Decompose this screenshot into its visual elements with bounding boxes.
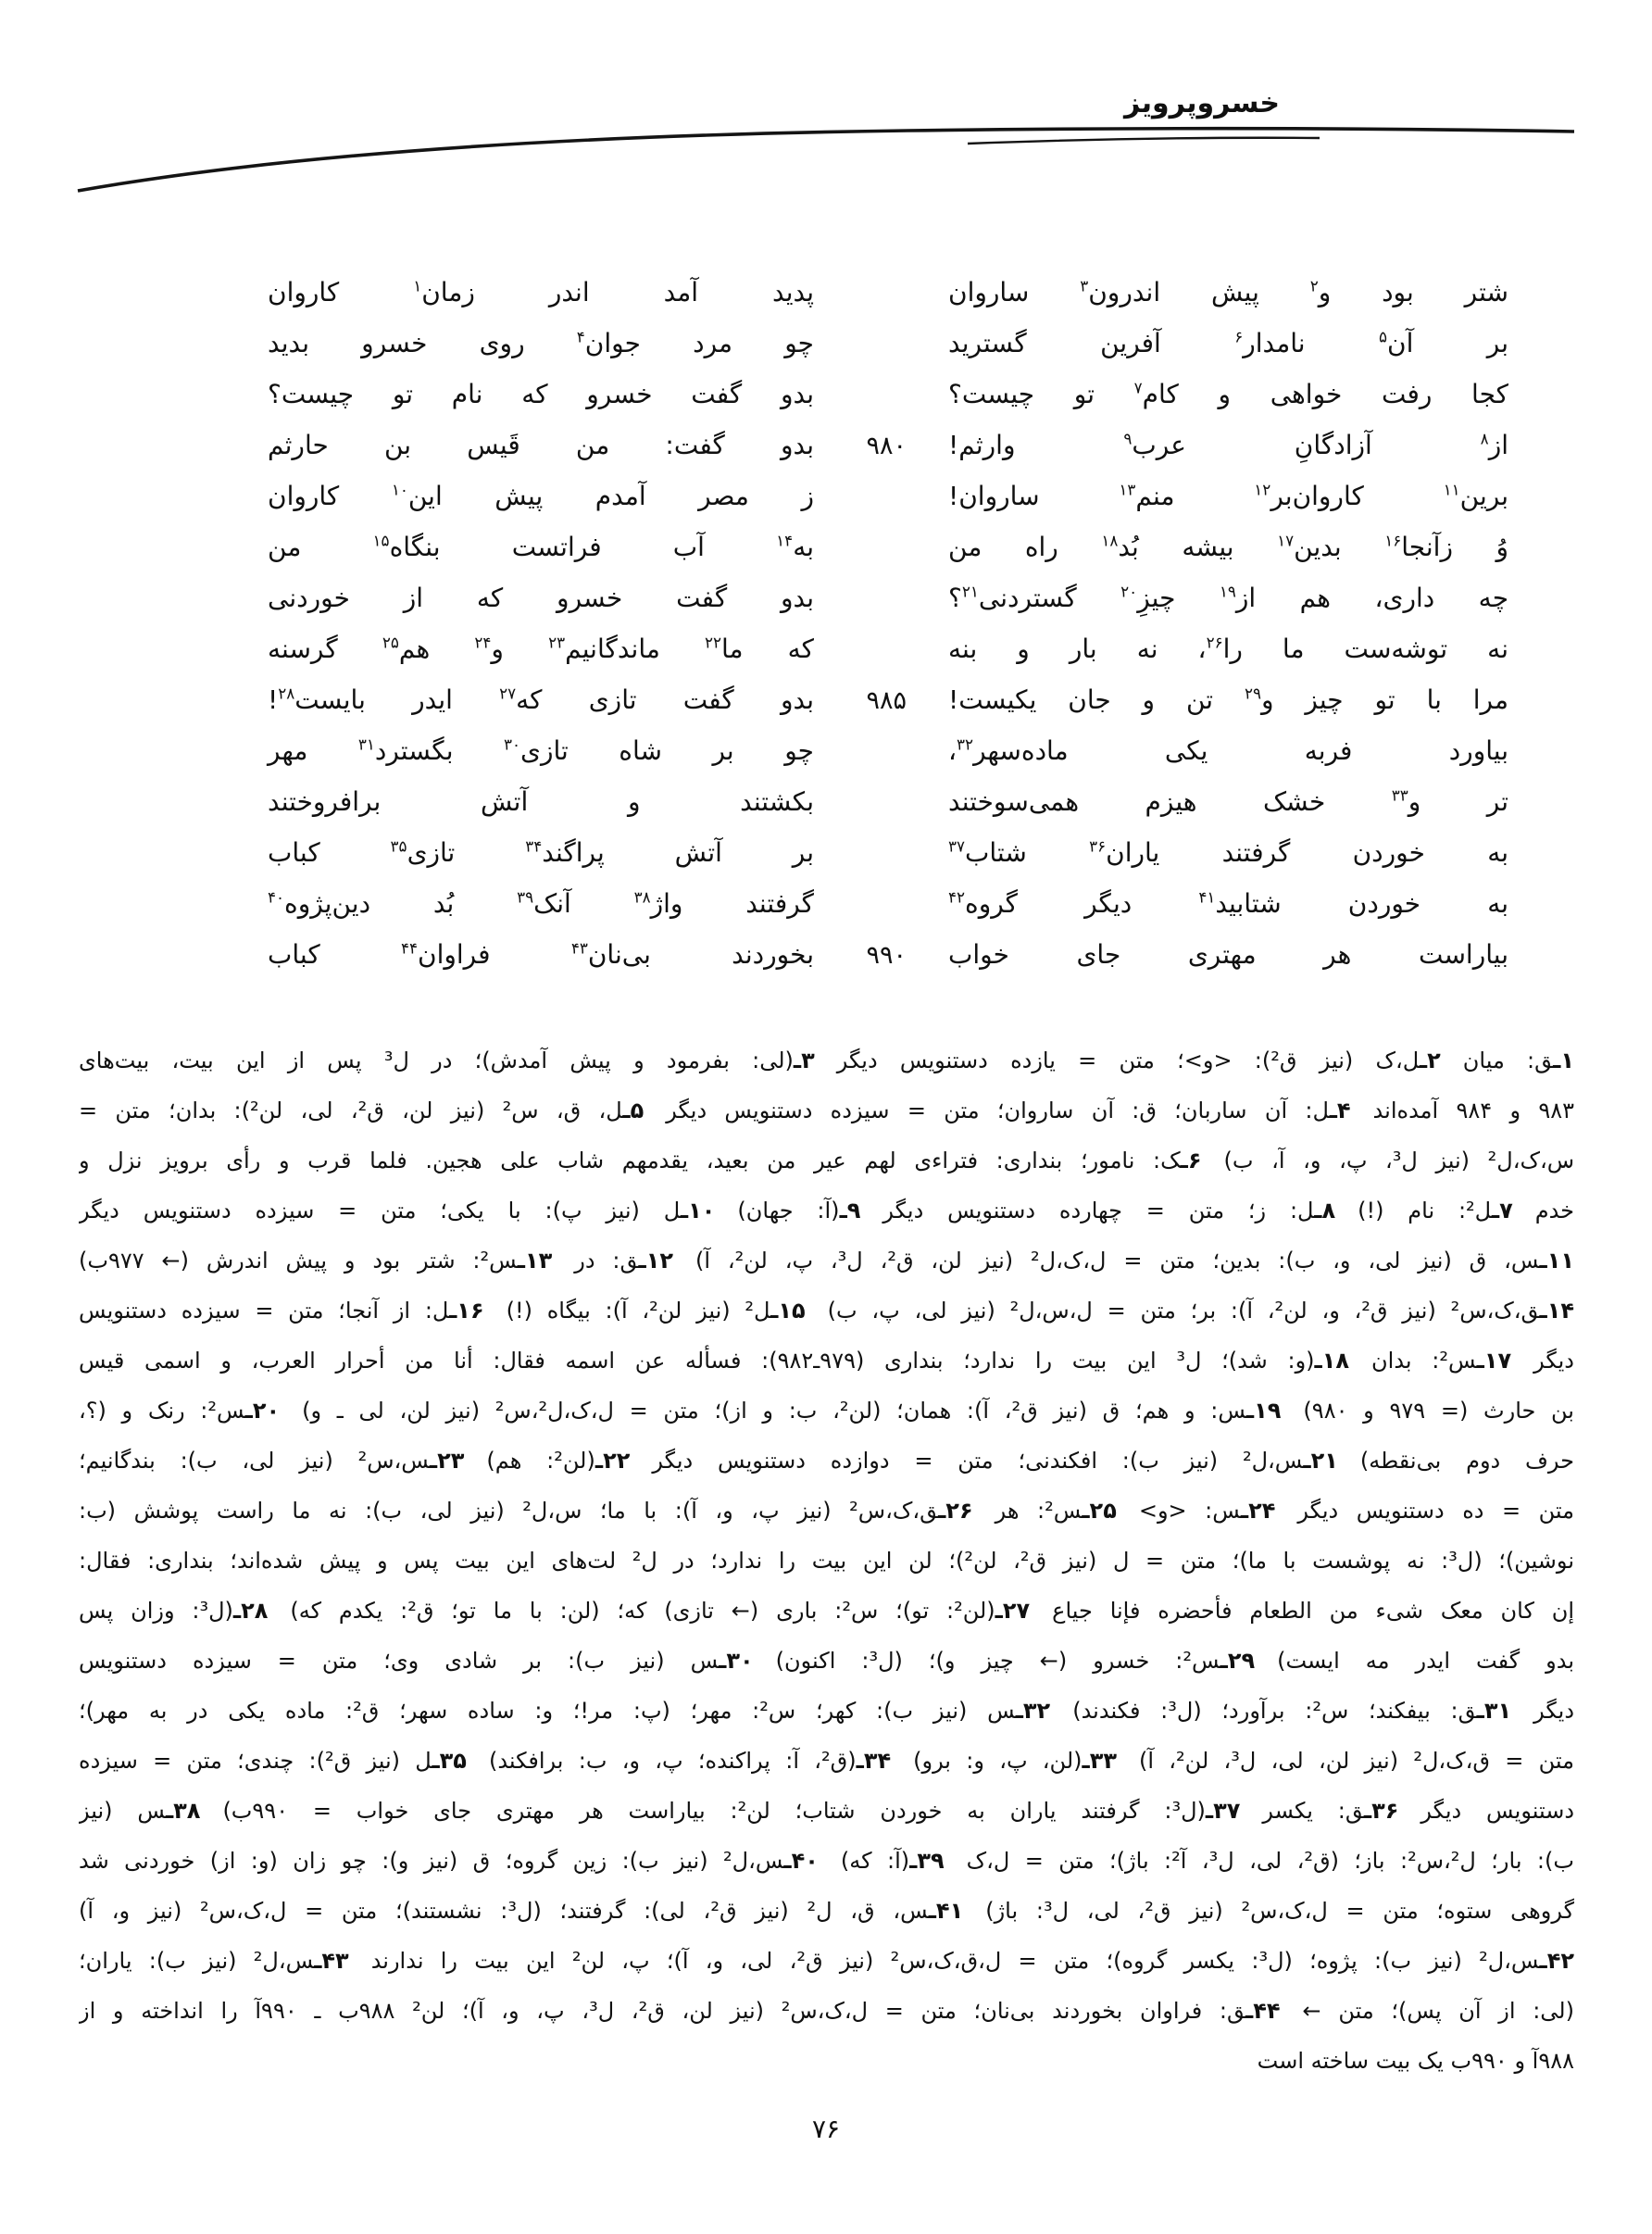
- hemistich-right: بکشتند و آتش برافروختند: [268, 786, 814, 817]
- hemistich-left: چه داری، هم از$^{۱۹}$ چیزِ$^{۲۰}$ گستردنی$^{۲۱}$؟: [948, 582, 1509, 613]
- footnote-line: خدم ۷ـل²: نام (!) ۸ـل: ز؛ متن = چهارده دستنویس دیگر ۹ـ(آ: جهان) ۱۰ـل (نیز پ): با یکی؛ متن = سیزده دستنویس دیگر: [79, 1198, 1574, 1224]
- hemistich-right: بدو گفت تازی که$^{۲۷}$ ایدر بایست$^{۲۸}$!: [268, 684, 814, 715]
- footnote-line: ۹۸۸آ و ۹۹۰ب یک بیت ساخته است: [1257, 2048, 1574, 2074]
- footnote-line: ب): بار؛ ل²،س²: باز؛ (ق²، لی، ل³، آ²: باژ)؛ متن = ل،ک ۳۹ـ(آ: که) ۴۰ـس،ل² (نیز ب): زین گروه؛ ق (نیز و): چو زان (و: از) خوردنی شد: [79, 1848, 1574, 1874]
- verse-row: [268, 471, 1508, 521]
- footnote-line: ۴۲ـس،ل² (نیز ب): پژوه؛ (ل³: یکسر گروه)؛ متن = ل،ق،ک،س² (نیز ق²، لی، و، آ)؛ پ، لن² این بیت را ندارند ۴۳ـس،ل² (نیز ب): یاران؛: [79, 1948, 1574, 1974]
- hemistich-left: از$^۸$ آزادگانِ عرب$^۹$ وارثم!: [948, 429, 1508, 460]
- hemistich-right: چو بر شاه تازی$^{۳۰}$ بگسترد$^{۳۱}$ مهر: [268, 734, 814, 766]
- hemistich-right: گرفتند واژ$^{۳۸}$ آنک$^{۳۹}$ بُد دین‌پژوه$^{۴۰}$: [268, 887, 814, 919]
- hemistich-left: نه توشه‌ست ما را$^{۲۶}$، نه بار و بنه: [948, 633, 1508, 664]
- verse-number: ۹۹۰: [866, 941, 907, 970]
- verse-row: [268, 521, 1508, 572]
- footnote-line: دیگر ۱۷ـس²: بدان ۱۸ـ(و: شد)؛ ل³ این بیت را ندارد؛ بنداری (۹۷۹ـ۹۸۲): فسأله عن اسمه فقال: أنا من أحرار العرب، و اسمی قیس: [79, 1348, 1574, 1374]
- verse-row: [268, 267, 1508, 318]
- hemistich-right: چو مرد جوان$^۴$ روی خسرو بدید: [268, 327, 814, 358]
- footnote-line: نوشین)؛ (ل³: نه پوشست با ما)؛ متن = ل (نیز ق²، لن²)؛ لن این بیت را ندارد؛ در ل² لت‌های این بیت پس و پیش شده‌اند؛ بنداری: فقال:: [79, 1548, 1574, 1574]
- page-number: ۷۶: [811, 2114, 841, 2144]
- running-head-title: خسروپرویز: [1124, 87, 1280, 119]
- hemistich-right: که ما$^{۲۲}$ ماندگانیم$^{۲۳}$ و$^{۲۴}$ هم$^{۲۵}$ گرسنه: [268, 633, 814, 664]
- footnote-line: (لی: از آن پس)؛ متن ← ۴۴ـق: فراوان بخوردند بی‌نان؛ متن = ل،ک،س² (نیز لن، ق²، ل³، پ، و، آ)؛ لن² ۹۸۸ب ـ ۹۹۰آ را انداخته و از: [79, 1998, 1574, 2024]
- hemistich-left: بیاراست هر مهتری جای خواب: [948, 939, 1508, 970]
- verse-row: [268, 623, 1508, 674]
- verse-row: [268, 420, 1508, 471]
- verse-row: [268, 572, 1508, 623]
- verse-row: [268, 674, 1508, 725]
- hemistich-right: بخوردند بی‌نان$^{۴۳}$ فراوان$^{۴۴}$ کباب: [268, 938, 814, 970]
- hemistich-left: شتر بود و$^۲$ پیش اندرون$^۳$ ساروان: [948, 276, 1508, 307]
- footnote-line: متن = ده دستنویس دیگر ۲۴ـس: <و> ۲۵ـس²: هر ۲۶ـق،ک،س² (نیز پ، و، آ): با ما؛ س،ل² (نیز لی، ب): نه ما راست پوشش (ب:: [79, 1498, 1574, 1524]
- hemistich-right: بدو گفت خسرو که از خوردنی: [268, 583, 814, 613]
- hemistich-left: به خوردن گرفتند یاران$^{۳۶}$ شتاب$^{۳۷}$: [948, 836, 1509, 868]
- footnote-line: س،ک،ل² (نیز ل³، پ، و، آ، ب) ۶ـک: نامور؛ بنداری: فتراءی لهم عیر من بعید، یقدمهم شاب علی هجین. فلما قرب و رأی برویز نزل و: [79, 1148, 1574, 1173]
- header-rule: [74, 117, 1578, 206]
- verse-number: ۹۸۵: [866, 686, 907, 715]
- poem-section: [79, 267, 1573, 980]
- verse-number: ۹۸۰: [866, 432, 907, 460]
- hemistich-right: ز مصر آمدم پیش این$^{۱۰}$ کاروان: [268, 480, 814, 511]
- hemistich-right: بدو گفت: من قَیس بن حارثم: [268, 430, 814, 460]
- hemistich-left: تر و$^{۳۳}$ خشک هیزم همی‌سوختند: [948, 785, 1508, 817]
- hemistich-right: به$^{۱۴}$ آب فراتست بنگاه$^{۱۵}$ من: [268, 531, 815, 562]
- hemistich-right: پدید آمد اندر زمان$^۱$ کاروان: [268, 276, 814, 307]
- footnote-line: ۱ـق: میان ۲ـل،ک (نیز ق²): <و>؛ متن = یازده دستنویس دیگر ۳ـ(لی: بفرمود و پیش آمدش)؛ در ل³ پس از این بیت، بیت‌های: [79, 1048, 1574, 1073]
- verse-row: [268, 827, 1508, 878]
- hemistich-left: به خوردن شتابید$^{۴۱}$ دیگر گروه$^{۴۲}$: [948, 887, 1508, 919]
- hemistich-left: بر آن$^۵$ نامدار$^۶$ آفرین گسترید: [948, 327, 1508, 358]
- footnote-line: إن کان معک شیء من الطعام فأحضره فإنا جیاع ۲۷ـ(لن²: تو)؛ س²: باری (← تازی) که؛ (لن: با ما تو؛ ق²: یکدم که) ۲۸ـ(ل³: وزان پس: [79, 1598, 1574, 1624]
- footnote-line: گروهی ستوه؛ متن = ل،ک،س² (نیز ق²، لی، ل³: باژ) ۴۱ـس، ق، ل² (نیز ق²، لی): گرفتند؛ (ل³: نشستند)؛ متن = ل،ک،س² (نیز و، آ): [79, 1898, 1574, 1924]
- hemistich-right: بدو گفت خسرو که نام تو چیست؟: [268, 379, 814, 409]
- footnote-line: حرف دوم بی‌نقطه) ۲۱ـس،ل² (نیز ب): افکندنی؛ متن = دوازده دستنویس دیگر ۲۲ـ(لن²: هم) ۲۳ـس،س² (نیز لی، ب): بندگانیم؛: [79, 1448, 1574, 1474]
- verse-row: [268, 878, 1508, 929]
- footnote-line: دستنویس دیگر ۳۶ـق: یکسر ۳۷ـ(ل³: گرفتند یاران به خوردن شتاب؛ لن²: بیاراست هر مهتری جای خواب = ۹۹۰ب) ۳۸ـس (نیز: [79, 1798, 1574, 1824]
- verse-row: [268, 369, 1508, 420]
- hemistich-left: مرا با تو چیز و$^{۲۹}$ تن و جان یکیست!: [948, 684, 1508, 715]
- hemistich-left: بیاورد فربه یکی ماده‌سهر$^{۳۲}$،: [948, 734, 1508, 766]
- hemistich-left: کجا رفت خواهی و کام$^۷$ تو چیست؟: [948, 378, 1508, 409]
- verse-row: [268, 725, 1508, 776]
- footnote-line: ۱۱ـس، ق (نیز لی، و، ب): بدین؛ متن = ل،ک،ل² (نیز لن، ق²، ل³، پ، لن²، آ) ۱۲ـق: در ۱۳ـس²: شتر بود و پیش اندرش (← ۹۷۷ب): [79, 1248, 1574, 1274]
- critical-apparatus: [79, 1035, 1574, 2086]
- footnote-line: بن حارث (= ۹۷۹ و ۹۸۰) ۱۹ـس: و هم؛ ق (نیز ق²، آ): همان؛ (لن²، ب: و از)؛ متن = ل،ک،ل²،س² (نیز لن، لی ـ و) ۲۰ـس²: رنک و (؟،: [79, 1398, 1574, 1424]
- verse-row: [268, 318, 1508, 369]
- hemistich-left: برین$^{۱۱}$ کاروان‌بر$^{۱۲}$ منم$^{۱۳}$ ساروان!: [948, 480, 1508, 511]
- footnote-line: دیگر ۳۱ـق: بیفکند؛ س²: برآورد؛ (ل³: فکندند) ۳۲ـس (نیز ب): کهر؛ س²: مهر؛ (پ: مر!؛ و: ساده سهر؛ ق²: ماده یکی در به مهر)؛: [79, 1698, 1574, 1724]
- hemistich-left: وُ زآنجا$^{۱۶}$ بدین$^{۱۷}$ بیشه بُد$^{۱۸}$ راه من: [948, 531, 1508, 562]
- footnote-line: متن = ق،ک،ل² (نیز لن، لی، ل³، لن²، آ) ۳۳ـ(لن، پ، و: برو) ۳۴ـ(ق²، آ: پراکنده؛ پ، و، ب: برافکند) ۳۵ـل (نیز ق²): چندی؛ متن = سیزده: [79, 1748, 1574, 1774]
- verse-row: [268, 776, 1508, 827]
- hemistich-right: بر آتش پراگند$^{۳۴}$ تازی$^{۳۵}$ کباب: [268, 836, 814, 868]
- footnote-line: بدو گفت ایدر مه ایست) ۲۹ـس²: خسرو (← چیز و)؛ (ل³: اکنون) ۳۰ـس (نیز ب): بر شادی وی؛ متن = سیزده دستنویس: [79, 1648, 1574, 1674]
- footnote-line: ۹۸۳ و ۹۸۴ آمده‌اند ۴ـل: آن ساربان؛ ق: آن ساروان؛ متن = سیزده دستنویس دیگر ۵ـل، ق، س² (نیز لن، ق²، لی، لن²): بدان؛ متن =: [79, 1098, 1574, 1123]
- verse-row: [268, 929, 1508, 980]
- footnote-line: ۱۴ـق،ک،س² (نیز ق²، و، لن²، آ): بر؛ متن = ل،س،ل² (نیز لی، پ، ب) ۱۵ـل² (نیز لن²، آ): بیگاه (!) ۱۶ـل: از آنجا؛ متن = سیزده دستنویس: [79, 1298, 1574, 1324]
